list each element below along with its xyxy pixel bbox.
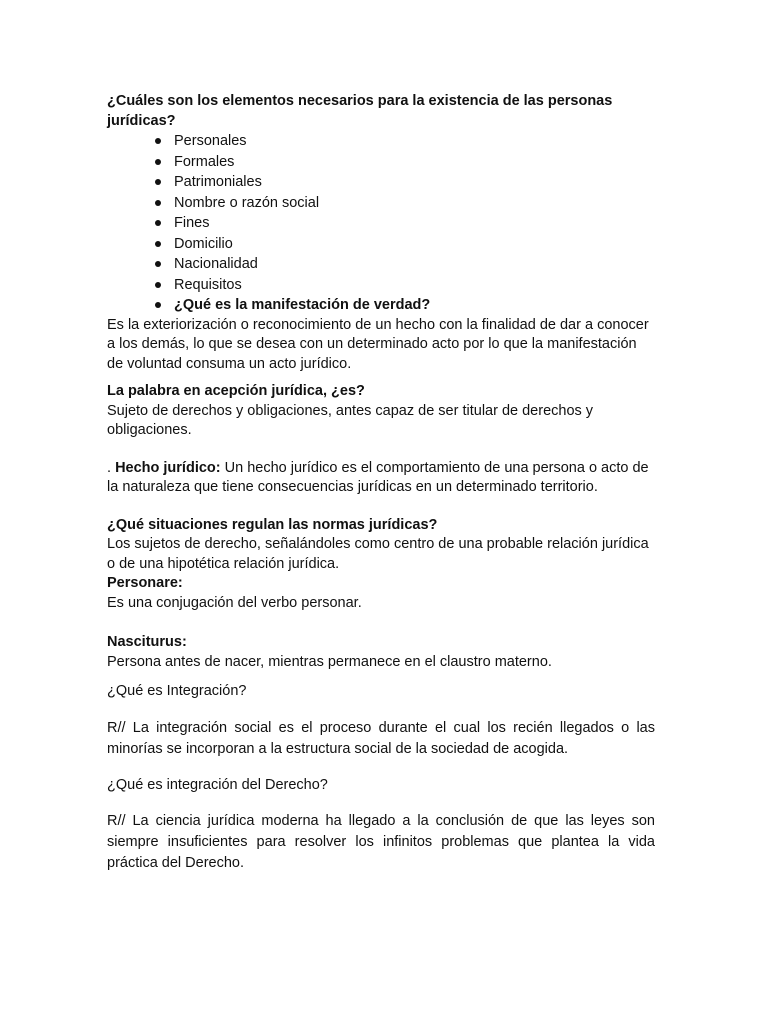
bullet-icon [155,138,161,144]
personare-text: Es una conjugación del verbo personar. [107,594,362,611]
hecho-prefix: . [107,459,116,476]
integracion-answer: R// La integración social es el proceso durante el cual los recién llegados o las minorías se incorporan a la estructura social de la sociedad de acogida. [107,719,655,757]
list-item-label: Formales [174,153,235,170]
list-item-label: Nombre o razón social [174,194,320,211]
hecho-text: Un hecho jurídico es el comportamiento de una persona o acto de la naturaleza que tiene consecuencias jurídicas en un determinado territorio. [107,459,649,495]
bullet-icon [155,159,161,165]
list-item-label: Requisitos [174,276,242,293]
list-item [174,152,655,173]
list-item [174,213,655,234]
bullet-icon [155,282,161,288]
hecho-juridico-paragraph [107,459,655,498]
situaciones-text: Los sujetos de derecho, señalándoles como centro de una probable relación jurídica o de una hipotética relación jurídica. [107,536,649,572]
list-item-label: Personales [174,133,247,149]
list-item [174,193,655,214]
integracion-derecho-question: ¿Qué es integración del Derecho? [107,776,328,793]
palabra-title: La palabra en acepción jurídica, ¿es? [107,383,365,399]
list-item-label: Nacionalidad [174,256,258,272]
bullet-icon [155,220,161,226]
bullet-icon [155,241,161,247]
list-item [174,254,655,275]
list-item-bold [174,295,655,316]
situaciones-title: ¿Qué situaciones regulan las normas jurídicas? [107,516,438,533]
manifestacion-text: Es la exteriorización o reconocimiento de un hecho con la finalidad de dar a conocer a los demás, lo que se desea con un determinado acto por lo que la manifestación de voluntad consuma un acto jurídico. [107,316,649,372]
list-item [174,234,655,255]
list-item [174,275,655,296]
nasciturus-title: Nasciturus: [107,634,187,650]
question-elementos-title: ¿Cuáles son los elementos necesarios para la existencia de las personas jurídicas? [107,93,613,129]
nasciturus-text: Persona antes de nacer, mientras permanece en el claustro materno. [107,653,552,670]
palabra-text: Sujeto de derechos y obligaciones, antes capaz de ser titular de derechos y obligaciones. [107,402,594,438]
integracion-question: ¿Qué es Integración? [107,683,247,699]
integracion-derecho-answer: R// La ciencia jurídica moderna ha llegado a la conclusión de que las leyes son siempre insuficientes para resolver los infinitos problemas que plantea la vida práctica del Derecho. [107,813,655,871]
bullet-icon [155,302,161,308]
bullet-icon [155,261,161,267]
personare-title: Personare: [107,575,183,591]
list-item-label: Fines [174,215,210,231]
list-item-label: ¿Qué es la manifestación de verdad? [174,297,431,313]
hecho-label: Hecho jurídico: [115,459,221,476]
document-page [107,92,655,874]
bullet-icon [155,179,161,185]
elementos-list [107,131,655,316]
list-item [174,131,655,152]
list-item-label: Patrimoniales [174,174,262,190]
list-item [174,172,655,193]
list-item-label: Domicilio [174,235,233,252]
bullet-icon [155,200,161,206]
